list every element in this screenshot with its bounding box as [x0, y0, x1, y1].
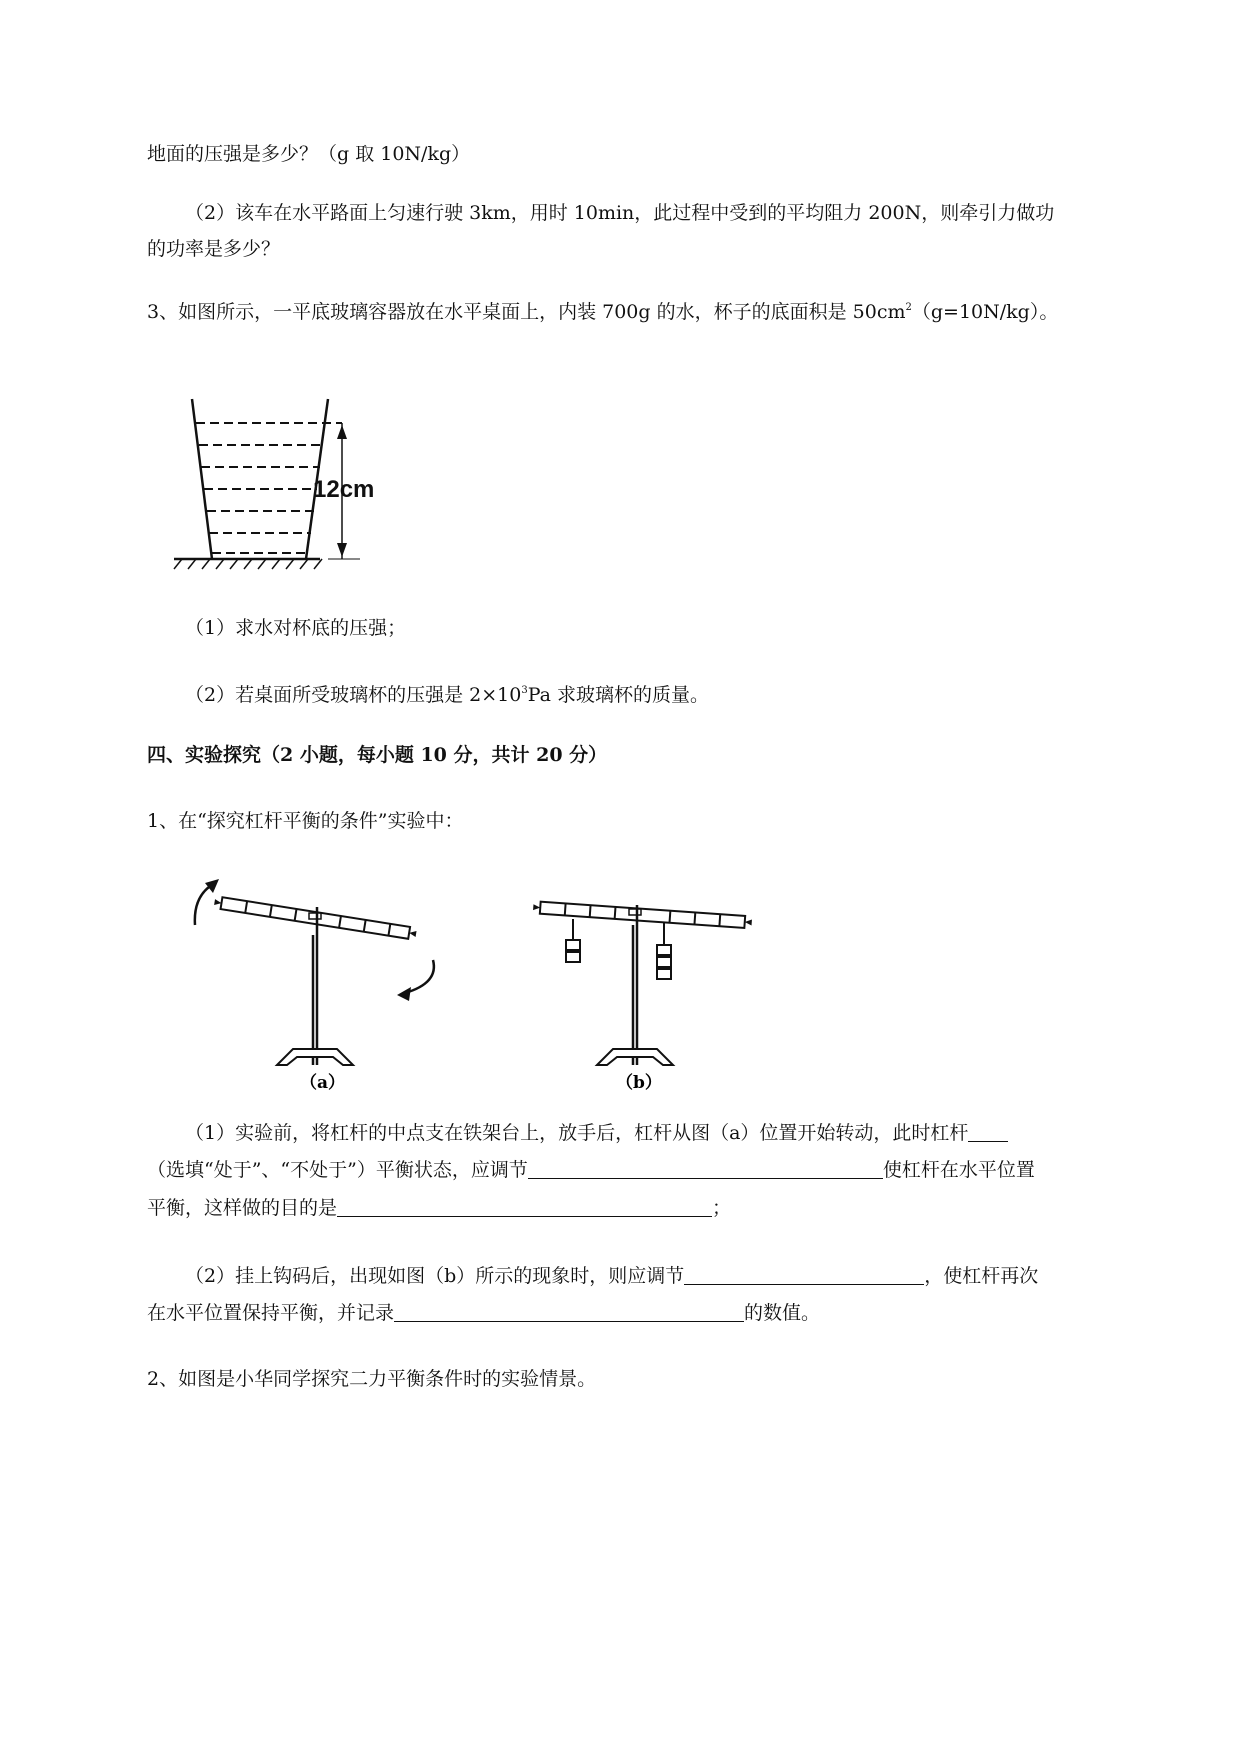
lever-a-caption: （a）	[300, 1073, 346, 1093]
experiment-1-1-line2: （选填“处于”、“不处于”）平衡状态，应调节 使杠杆在水平位置	[147, 1159, 1035, 1181]
answer-blank-4[interactable]	[684, 1264, 924, 1285]
lever-figure-a	[185, 865, 445, 1095]
lever-figure-b	[520, 865, 770, 1095]
experiment-1-stem: 1、在“探究杠杆平衡的条件”实验中：	[147, 810, 464, 832]
lever-b-caption: （b）	[616, 1073, 662, 1093]
experiment-1-2-line1: （2）挂上钩码后，出现如图（b）所示的现象时，则应调节 ，使杠杆再次	[185, 1265, 1039, 1287]
question-2-2: （2）该车在水平路面上匀速行驶 3km，用时 10min，此过程中受到的平均阻力 200N，则牵引力做功	[185, 202, 1055, 224]
cup-height-label: 12cm	[313, 476, 375, 503]
answer-blank-5[interactable]	[394, 1301, 744, 1322]
experiment-1-2-line2: 在水平位置保持平衡，并记录 的数值。	[147, 1302, 821, 1324]
cup-figure	[170, 395, 410, 580]
question-3-stem: 3、如图所示，一平底玻璃容器放在水平桌面上，内装 700g 的水，杯子的底面积是 $50cm^2(g=10N/kg)$。	[147, 301, 1059, 323]
experiment-1-1-line3: 平衡，这样做的目的是 ；	[147, 1197, 732, 1219]
experiment-2-stem: 2、如图是小华同学探究二力平衡条件时的实验情景。	[147, 1368, 597, 1390]
answer-blank-1[interactable]	[968, 1121, 1008, 1142]
question-2-2-tail: 的功率是多少？	[147, 238, 281, 260]
experiment-1-1-line1: （1）实验前，将杠杆的中点支在铁架台上，放手后，杠杆从图（a）位置开始转动，此时杠杆	[185, 1120, 1008, 1146]
answer-blank-3[interactable]	[337, 1196, 712, 1217]
question-3-1: （1）求水对杯底的压强；	[185, 617, 407, 639]
question-2-1-tail: 地面的压强是多少？（g 取 10N/kg）	[147, 143, 471, 165]
answer-blank-2[interactable]	[528, 1158, 883, 1179]
section-4-heading: 四、实验探究（2 小题，每小题 10 分，共计 20 分）	[147, 744, 608, 766]
question-3-2: （2）若桌面所受玻璃杯的压强是 $2\times 10^3Pa$ 求玻璃杯的质量。	[185, 684, 710, 706]
